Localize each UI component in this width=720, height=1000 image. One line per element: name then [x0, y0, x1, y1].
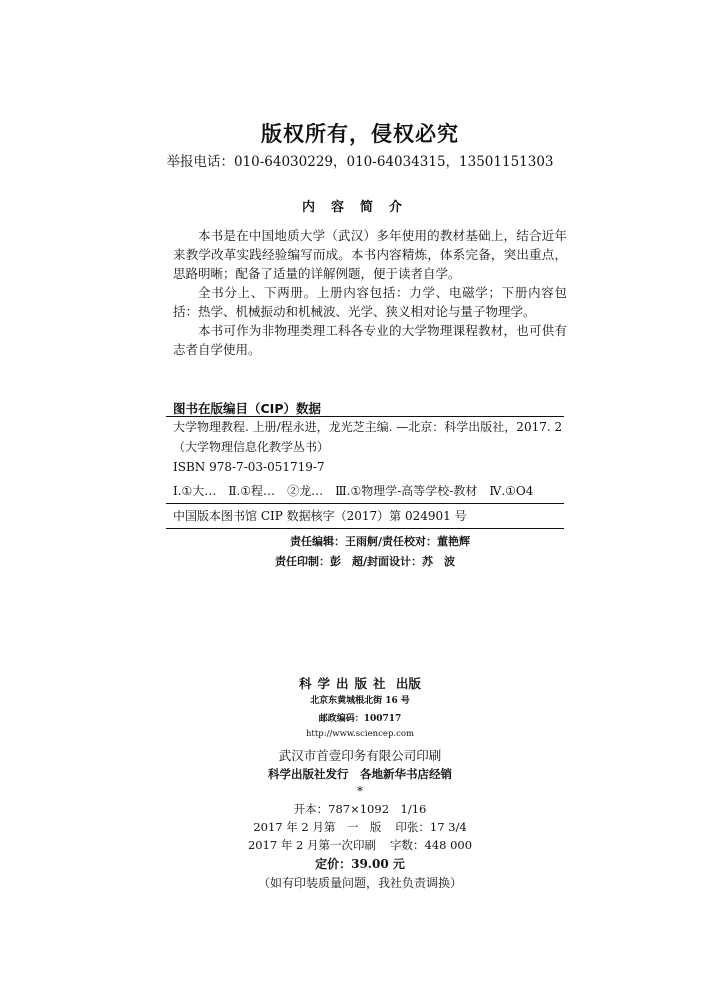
price-line: 定价：39.00 元: [315, 857, 405, 871]
intro-paragraph: 全书分上、下两册。上册内容包括：力学、电磁学；下册内容包括：热学、机械振动和机械波、光学、狭义相对论与量子物理学。: [173, 285, 567, 319]
edition-line: [0, 819, 720, 835]
cip-data-number: 中国版本图书馆 CIP 数据核字（2017）第 024901 号: [173, 509, 467, 523]
quality-note: （如有印装质量问题，我社负责调换）: [257, 876, 462, 890]
production-credits: 责任印制：彭 超/封面设计：苏 波: [274, 555, 456, 568]
cip-class-item: ②龙…: [287, 484, 324, 498]
intro-body: [173, 226, 567, 359]
cip-class-item: Ⅰ.①大…: [173, 484, 217, 498]
publisher-logotype: 科学出版社: [299, 676, 392, 691]
cip-classification-line: [166, 481, 564, 501]
printing-line: [0, 837, 720, 853]
report-phone-label: 举报电话：: [166, 154, 234, 170]
cip-heading: 图书在版编目（CIP）数据: [173, 401, 321, 416]
printed-sheets: 印张：17 3/4: [395, 820, 467, 834]
cip-record: [166, 416, 564, 529]
cip-class-item: Ⅲ.①物理学-高等学校-教材: [335, 484, 478, 498]
publisher-zip: 邮政编码：100717: [318, 714, 402, 724]
cip-title-line: 大学物理教程. 上册/程永进，龙光芝主编. —北京：科学出版社，2017. 2: [173, 420, 563, 434]
cip-class-item: Ⅳ.①O4: [489, 484, 534, 498]
copyright-title: 版权所有，侵权必究: [261, 122, 459, 146]
printer-line: 武汉市首壹印务有限公司印刷: [278, 748, 442, 763]
publisher-website: http://www.sciencep.com: [305, 729, 415, 739]
report-phone-numbers: 010-64030229，010-64034315，13501151303: [233, 154, 554, 170]
cip-isbn-line: ISBN 978-7-03-051719-7: [173, 460, 325, 474]
publisher-suffix: 出版: [395, 676, 421, 691]
intro-heading: 内容简介: [301, 200, 418, 215]
publisher-name: [0, 674, 720, 692]
intro-paragraph: 本书是在中国地质大学（武汉）多年使用的教材基础上，结合近年来教学改革实践经验编写而成。本书内容精炼，体系完备，突出重点，思路明晰；配备了适量的详解例题，便于读者自学。: [173, 228, 567, 281]
report-phone-line: [0, 150, 720, 170]
cip-series-line: （大学物理信息化教学丛书）: [173, 440, 330, 454]
publisher-address: 北京东黄城根北街 16 号: [310, 696, 410, 706]
distribution-line: 科学出版社发行 各地新华书店经销: [268, 767, 452, 781]
editor-credits: 责任编辑：王雨舸/责任校对：董艳辉: [289, 535, 471, 548]
format-line: 开本：787×1092 1/16: [293, 802, 427, 816]
separator-star: *: [357, 784, 363, 798]
intro-paragraph: 本书可作为非物理类理工科各专业的大学物理课程教材，也可供有志者自学使用。: [173, 323, 567, 357]
word-count: 字数：448 000: [390, 838, 473, 852]
cip-class-item: Ⅱ.①程…: [228, 484, 276, 498]
edition-date: 2017 年 2 月第 一 版: [253, 820, 382, 834]
printing-date: 2017 年 2 月第一次印刷: [247, 838, 376, 852]
